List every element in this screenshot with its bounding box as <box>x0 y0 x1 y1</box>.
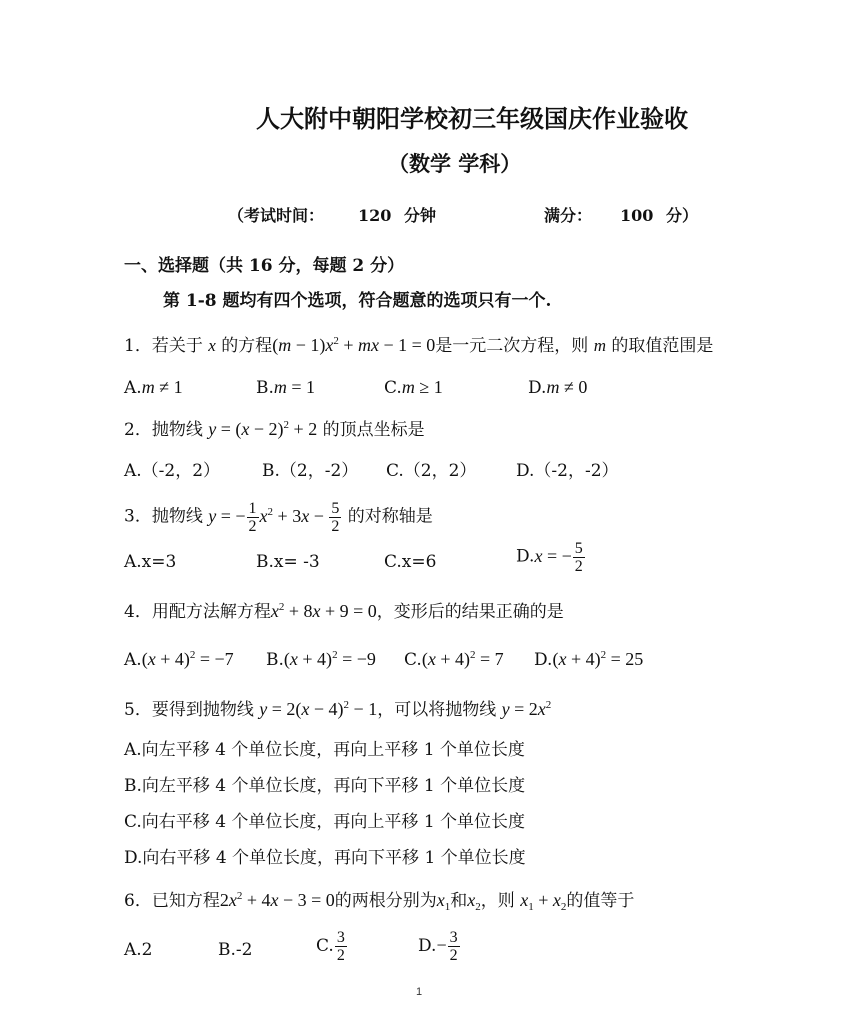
q2-equation: $y = (x - 2)^2 + 2$ <box>208 419 318 439</box>
q2-option-a: A.（-2，2） <box>124 461 221 481</box>
q1-text-end: 的取值范围是 <box>611 336 714 356</box>
q5-number: 5． <box>124 700 152 720</box>
q6-sum-expression: $x_1 + x_2$ <box>520 890 567 913</box>
section-heading: 一、选择题（共 16 分，每题 2 分） <box>124 256 405 276</box>
q1-tail-variable: m <box>593 336 606 355</box>
q4-number: 4． <box>124 602 152 622</box>
q4-text-pre: 用配方法解方程 <box>151 602 271 622</box>
q1-option-d: D.m ≠ 0 <box>528 377 588 398</box>
q1-text-mid: 的方程 <box>221 336 273 356</box>
q5-option-a: A.向左平移 4 个单位长度，再向上平移 1 个单位长度 <box>124 740 525 760</box>
section-instruction: 第 1-8 题均有四个选项，符合题意的选项只有一个. <box>163 291 552 311</box>
q2-text-pre: 抛物线 <box>151 420 203 440</box>
q6-text-end: 的值等于 <box>566 891 635 911</box>
q2-option-c: C.（2，2） <box>386 461 477 481</box>
q6-number: 6． <box>124 891 152 911</box>
score-label: 满分： <box>544 206 593 225</box>
q5-equation-1: $y = 2(x - 4)^2 - 1$ <box>259 699 378 719</box>
q6-text-and: 和 <box>450 891 468 911</box>
q1-option-a: A.m ≠ 1 <box>124 377 183 398</box>
page-number: 1 <box>416 986 423 998</box>
q5-option-d: D.向右平移 4 个单位长度，再向下平移 1 个单位长度 <box>124 848 526 868</box>
q4-option-b: $B.(x + 4)^2 = -9$ <box>266 649 376 670</box>
question-1 <box>124 334 713 357</box>
question-5 <box>124 698 551 721</box>
time-value: 120 <box>358 206 392 225</box>
q1-text-tail: 是一元二次方程，则 <box>435 336 589 356</box>
q1-option-c: C.m ≥ 1 <box>384 377 443 398</box>
q6-option-b: B.-2 <box>218 940 253 960</box>
q5-option-c: C.向右平移 4 个单位长度，再向上平移 1 个单位长度 <box>124 812 526 832</box>
q6-root-2: $x_2$ <box>467 890 481 913</box>
q3-number: 3． <box>124 506 152 527</box>
q3-option-a: A.x=3 <box>124 552 177 572</box>
q2-option-b: B.（2，-2） <box>262 461 359 481</box>
q2-text-post: 的顶点坐标是 <box>322 420 425 440</box>
exam-title: 人大附中朝阳学校初三年级国庆作业验收 <box>256 104 688 133</box>
question-4 <box>124 600 564 623</box>
q2-option-d: D.（-2，-2） <box>516 461 619 481</box>
time-label: （考试时间： <box>228 206 325 225</box>
question-2 <box>124 418 425 441</box>
q6-text-post: ，则 <box>480 891 515 911</box>
q1-option-b: B.m = 1 <box>256 377 316 398</box>
q3-option-d: D.x = − $\frac{5}{2}$ <box>516 540 583 575</box>
q2-number: 2． <box>124 420 152 440</box>
q4-option-d: $D.(x + 4)^2 = 25$ <box>534 649 644 670</box>
q4-option-a: $A.(x + 4)^2 = -7$ <box>124 649 234 670</box>
q6-root-1: $x_1$ <box>436 890 451 913</box>
q1-equation: $(m - 1)x^2$ + mx − 1 = 0 <box>272 335 436 355</box>
q6-option-a: A.2 <box>124 940 153 960</box>
q1-number: 1． <box>124 336 152 356</box>
q5-equation-2: $y = 2x^2$ <box>501 699 552 719</box>
q1-variable: x <box>208 336 216 355</box>
q6-option-d: D.− $\frac{3}{2}$ <box>418 929 458 964</box>
q5-text-pre: 要得到抛物线 <box>151 700 254 720</box>
question-6 <box>124 889 634 912</box>
q4-text-post: ，变形后的结果正确的是 <box>376 602 564 622</box>
q5-text-post: ，可以将抛物线 <box>377 700 497 720</box>
q6-text-mid: 的两根分别为 <box>334 891 437 911</box>
q1-text-pre: 若关于 <box>151 336 203 356</box>
q6-equation: $2x^2 + 4x - 3 = 0$ <box>219 890 335 910</box>
q4-option-c: $C.(x + 4)^2 = 7$ <box>404 649 504 670</box>
subject-subtitle: （数学 学科） <box>388 151 522 176</box>
score-value: 100 <box>620 206 654 225</box>
q6-option-c: C. $\frac{3}{2}$ <box>316 929 345 964</box>
question-3 <box>124 500 433 535</box>
q3-option-b: B.x= -3 <box>256 552 320 572</box>
q3-option-c: C.x=6 <box>384 552 437 572</box>
time-unit: 分钟 <box>404 206 437 225</box>
q3-text-post: 的对称轴是 <box>347 506 433 527</box>
q3-equation: y = − $\frac{1}{2}$ $x^2 + 3x$ − $\frac{5}{2}$ <box>208 500 340 535</box>
q5-option-b: B.向左平移 4 个单位长度，再向下平移 1 个单位长度 <box>124 776 526 796</box>
q4-equation: $x^2 + 8x + 9 = 0$ <box>270 601 377 621</box>
q3-text-pre: 抛物线 <box>151 506 203 527</box>
score-unit: 分） <box>666 206 699 225</box>
q6-text-pre: 已知方程 <box>151 891 220 911</box>
